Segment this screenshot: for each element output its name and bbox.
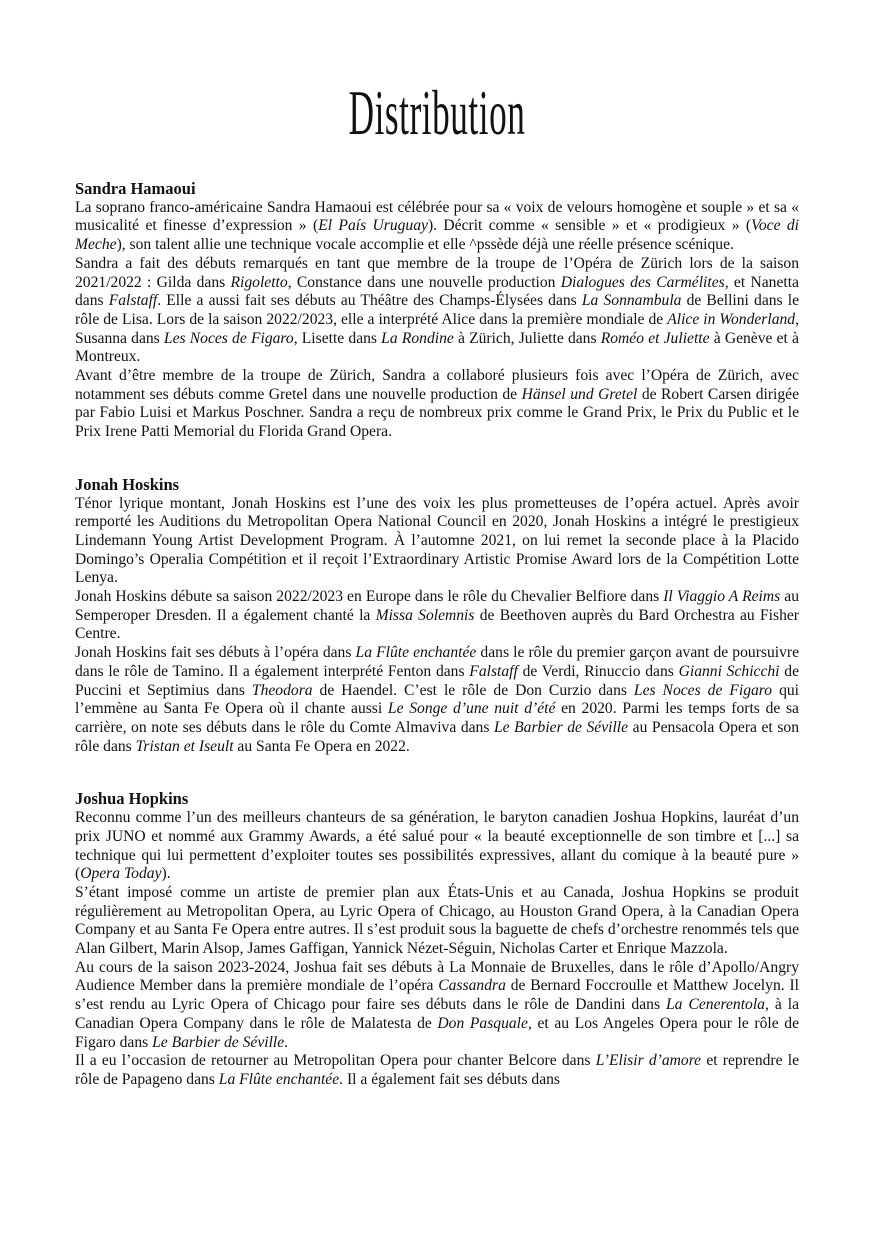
text-run: dans le rôle du premier garçon avant de poursuivre dans le rôle de Tamino. Il a également interprété Fenton dans xyxy=(75,644,800,680)
biography-paragraph xyxy=(75,809,799,884)
text-run: à Zürich, Juliette dans xyxy=(453,329,601,347)
text-run: de Bellini dans le rôle de Lisa. Lors de la saison 2022/2023, elle a interprété Alice dans la première mondiale de xyxy=(75,292,799,328)
work-title: La Cenerentola xyxy=(666,996,765,1014)
biography-paragraph xyxy=(75,255,799,367)
text-run: de Robert Carsen dirigée par Fabio Luisi et Markus Poschner. Sandra a reçu de nombreux prix comme le Grand Prix, le Prix du Public et le Prix Irene Patti Memorial du Florida Grand Opera. xyxy=(75,385,800,441)
work-title: La Rondine xyxy=(381,329,454,347)
biography-paragraph xyxy=(75,644,799,756)
biography-paragraph xyxy=(75,588,799,644)
work-title: Hänsel und Gretel xyxy=(521,385,638,403)
work-title: La Flûte enchantée xyxy=(218,1070,340,1088)
text-run: Jonah Hoskins débute sa saison 2022/2023 en Europe dans le rôle du Chevalier Belfiore dans xyxy=(75,588,664,606)
work-title: Les Noces de Figaro xyxy=(163,329,294,347)
biography-paragraph xyxy=(75,367,799,442)
document-body xyxy=(75,180,799,1124)
work-title: Rigoletto xyxy=(230,273,288,291)
text-run: , et au Los Angeles Opera pour le rôle de Figaro dans xyxy=(75,1014,800,1051)
text-run: , Lisette dans xyxy=(293,329,382,347)
work-title: Le Barbier de Séville xyxy=(152,1033,285,1051)
text-run: de Beethoven auprès du Bard Orchestra au Fisher Centre. xyxy=(75,606,799,643)
biography-paragraph xyxy=(75,959,799,1053)
text-run: ). Décrit comme « sensible » et « prodigieux » ( xyxy=(427,217,752,235)
work-title: Il Viaggio A Reims xyxy=(663,588,781,606)
artist-name: Sandra Hamaoui xyxy=(75,179,196,198)
text-run: ). xyxy=(161,865,171,883)
work-title: L’Elisir d’amore xyxy=(595,1052,702,1070)
text-run: de Bernard Foccroulle et Matthew Jocelyn. Il s’est rendu au Lyric Opera of Chicago pour faire ses débuts dans le rôle de Dandini dans xyxy=(75,977,799,1014)
text-run: , et Nanetta dans xyxy=(75,273,799,310)
work-title: Le Barbier de Séville xyxy=(493,718,629,736)
text-run: S’étant imposé comme un artiste de premier plan aux États-Unis et au Canada, Joshua Hopkins se produit régulièrement au Metropolitan Opera, au Lyric Opera of Chicago, au Houston Grand Opera, à la Canadian Opera Company et au Santa Fe Opera entre autres. Il s’est produit sous la baguette de chefs d’orchestre renommés tels que Alan Gilbert, Marin Alsop, James Gaffigan, Yannick Nézet-Séguin, Nicholas Carter et Enrique Mazzola. xyxy=(75,883,799,958)
text-run: au Semperoper Dresden. Il a également chanté la xyxy=(75,588,799,624)
work-title: Missa Solemnis xyxy=(375,606,475,624)
artist-section xyxy=(75,476,799,757)
biography-paragraph xyxy=(75,1052,799,1089)
text-run: Ténor lyrique montant, Jonah Hoskins est l’une des voix les plus prometteuses de l’opéra actuel. Après avoir remporté les Auditions du Metropolitan Opera National Council en 2020, Jonah Hoskins a intégré le prestigieux Lindemann Young Artist Development Program. À l’automne 2021, on lui remet la seconde place à la Placido Domingo’s Operalia Compétition et il reçoit l’Extraordinary Artistic Promise Award lors de la Compétition Lotte Lenya. xyxy=(75,494,799,587)
work-title: La Sonnambula xyxy=(581,292,682,310)
work-title: Gianni Schicchi xyxy=(678,662,780,680)
work-title: Don Pasquale xyxy=(437,1014,528,1032)
text-run: , Constance dans une nouvelle production xyxy=(287,273,561,291)
work-title: Alice in Wonderland xyxy=(667,310,796,328)
text-run: de Puccini et Septimius dans xyxy=(75,662,799,699)
text-run: au Santa Fe Opera en 2022. xyxy=(233,737,410,755)
biography-paragraph xyxy=(75,884,799,959)
work-title: El País Uruguay xyxy=(318,217,428,235)
work-title: Falstaff xyxy=(108,292,158,310)
work-title: Les Noces de Figaro xyxy=(633,681,773,699)
page-title: Distribution xyxy=(348,77,526,148)
artist-name: Jonah Hoskins xyxy=(75,474,180,494)
text-run: Sandra a fait des débuts remarqués en tant que membre de la troupe de l’Opéra de Zürich lors de la saison 2021/2022 : Gilda dans xyxy=(75,254,799,291)
text-run: et reprendre le rôle de Papageno dans xyxy=(75,1052,799,1088)
text-run: , Susanna dans xyxy=(75,310,799,347)
text-run: de Verdi, Rinuccio dans xyxy=(517,662,679,680)
text-run: à Genève et à Montreux. xyxy=(75,329,799,366)
text-run: au Pensacola Opera et son rôle dans xyxy=(75,718,799,755)
work-title: La Flûte enchantée xyxy=(355,644,477,662)
text-run: . Il a également fait ses débuts dans xyxy=(339,1070,560,1088)
text-run: ), son talent allie une technique vocale accomplie et elle ^pssède déjà une réelle présence scénique. xyxy=(116,236,734,254)
artist-section xyxy=(75,790,799,1089)
work-title: Cassandra xyxy=(438,977,506,995)
text-run: La soprano franco-américaine Sandra Hamaoui est célébrée pour sa « voix de velours homogène et souple » et sa « musicalité et finesse d’expression » ( xyxy=(75,198,799,235)
work-title: Roméo et Juliette xyxy=(600,329,710,347)
text-run: de Haendel. C’est le rôle de Don Curzio dans xyxy=(312,681,634,699)
text-run: Il a eu l’occasion de retourner au Metropolitan Opera pour chanter Belcore dans xyxy=(75,1052,596,1070)
work-title: Falstaff xyxy=(469,662,518,680)
work-title: Voce di Meche xyxy=(75,217,799,254)
text-run: Avant d’être membre de la troupe de Zürich, Sandra a collaboré plusieurs fois avec l’Opéra de Zürich, avec notamment ses débuts comme Gretel dans une nouvelle production de xyxy=(75,367,799,403)
text-run: Jonah Hoskins fait ses débuts à l’opéra dans xyxy=(75,644,356,662)
work-title: Tristan et Iseult xyxy=(135,737,234,755)
biography-paragraph xyxy=(75,199,799,255)
work-title: Dialogues des Carmélites xyxy=(560,273,725,291)
text-run: qui l’emmène au Santa Fe Opera où il chante aussi xyxy=(75,681,799,718)
text-run: Au cours de la saison 2023-2024, Joshua fait ses débuts à La Monnaie de Bruxelles, dans le rôle d’Apollo/Angry Audience Member dans la première mondiale de l’opéra xyxy=(75,958,799,995)
text-run: en 2020. Parmi les temps forts de sa carrière, on note ses débuts dans le rôle du Comte Almaviva dans xyxy=(75,700,799,736)
work-title: Theodora xyxy=(251,681,313,699)
work-title: Le Songe d’une nuit d’été xyxy=(387,700,556,718)
work-title: Opera Today xyxy=(80,865,162,883)
text-run: . xyxy=(284,1033,289,1051)
artist-name: Joshua Hopkins xyxy=(75,789,189,809)
artist-section xyxy=(75,180,799,442)
biography-paragraph xyxy=(75,495,799,589)
text-run: . Elle a aussi fait ses débuts au Théâtre des Champs-Élysées dans xyxy=(157,292,582,310)
text-run: Reconnu comme l’un des meilleurs chanteurs de sa génération, le baryton canadien Joshua Hopkins, lauréat d’un prix JUNO et nommé aux Grammy Awards, a été salué pour « la beauté exceptionnelle de son timbre et [...] sa technique qui lui permettent d’exploiter toutes ses possibilités expressives, allant du comique à la beauté pure » ( xyxy=(75,809,799,883)
text-run: , à la Canadian Opera Company dans le rôle de Malatesta de xyxy=(75,996,800,1032)
